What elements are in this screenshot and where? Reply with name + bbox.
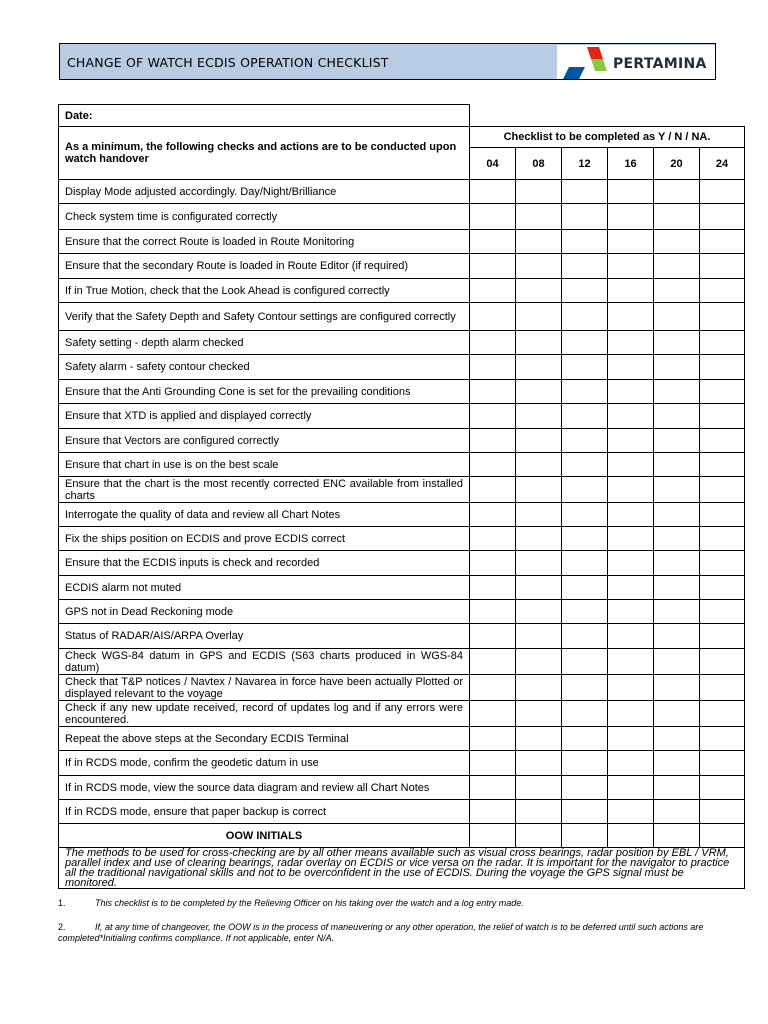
check-cell[interactable]	[700, 727, 745, 751]
check-cell[interactable]	[700, 180, 745, 204]
check-cell[interactable]	[700, 453, 745, 477]
initials-cell[interactable]	[470, 824, 516, 848]
checklist-row	[59, 279, 745, 303]
check-cell[interactable]	[562, 254, 608, 279]
check-cell[interactable]	[516, 331, 562, 355]
check-cell[interactable]	[654, 701, 700, 727]
footnote-text: This checklist is to be completed by the Relieving Officer on his taking over the watch and a log entry made.	[95, 898, 524, 908]
checklist-item-text: Check that T&P notices / Navtex / Navarea in force have been actually Plotted or displayed relevant to the voyage	[59, 675, 470, 701]
check-cell[interactable]	[608, 404, 654, 429]
pertamina-logo-icon	[557, 45, 613, 79]
hour-header: 16	[608, 148, 654, 180]
initials-cell[interactable]	[608, 824, 654, 848]
hour-header: 20	[654, 148, 700, 180]
check-cell[interactable]	[516, 230, 562, 254]
check-cell[interactable]	[608, 649, 654, 675]
check-cell[interactable]	[562, 776, 608, 800]
hour-header: 04	[470, 148, 516, 180]
check-cell[interactable]	[516, 477, 562, 503]
document-header	[59, 43, 716, 80]
checklist-row	[59, 404, 745, 429]
date-field[interactable]	[59, 105, 470, 127]
initials-cell[interactable]	[700, 824, 745, 848]
check-cell[interactable]	[654, 527, 700, 551]
check-cell[interactable]	[516, 279, 562, 303]
checklist-title: Checklist to be completed as Y / N / NA.	[470, 127, 745, 148]
check-cell[interactable]	[470, 776, 516, 800]
check-cell[interactable]	[654, 551, 700, 576]
checklist-row	[59, 776, 745, 800]
check-cell[interactable]	[470, 624, 516, 649]
checklist-row	[59, 503, 745, 527]
check-cell[interactable]	[654, 800, 700, 824]
check-cell[interactable]	[470, 279, 516, 303]
check-cell[interactable]	[654, 453, 700, 477]
check-cell[interactable]	[562, 527, 608, 551]
check-cell[interactable]	[654, 331, 700, 355]
check-cell[interactable]	[562, 751, 608, 776]
checklist-item-text: Ensure that the chart is the most recently corrected ENC available from installed charts	[59, 477, 470, 503]
footnote-number: 1.	[58, 898, 66, 908]
check-cell[interactable]	[700, 429, 745, 453]
checklist-row	[59, 429, 745, 453]
checklist-item-text: Ensure that the ECDIS inputs is check and recorded	[59, 551, 470, 576]
checklist-item-text: If in True Motion, check that the Look Ahead is configured correctly	[59, 279, 470, 303]
pertamina-brand-text: PERTAMINA	[613, 56, 707, 72]
check-cell[interactable]	[700, 551, 745, 576]
check-cell[interactable]	[562, 380, 608, 404]
check-cell[interactable]	[516, 776, 562, 800]
check-cell[interactable]	[608, 380, 654, 404]
check-cell[interactable]	[654, 727, 700, 751]
check-cell[interactable]	[608, 551, 654, 576]
checklist-row	[59, 331, 745, 355]
check-cell[interactable]	[654, 204, 700, 230]
check-cell[interactable]	[608, 701, 654, 727]
check-cell[interactable]	[700, 675, 745, 701]
hour-header: 12	[562, 148, 608, 180]
check-cell[interactable]	[562, 180, 608, 204]
check-cell[interactable]	[562, 453, 608, 477]
check-cell[interactable]	[470, 727, 516, 751]
check-cell[interactable]	[608, 503, 654, 527]
check-cell[interactable]	[470, 551, 516, 576]
checklist-row	[59, 727, 745, 751]
check-cell[interactable]	[516, 576, 562, 600]
check-cell[interactable]	[654, 675, 700, 701]
checklist-item-text: Ensure that XTD is applied and displayed correctly	[59, 404, 470, 429]
check-cell[interactable]	[562, 204, 608, 230]
check-cell[interactable]	[470, 303, 516, 331]
method-note-row	[59, 848, 745, 889]
checklist-table	[58, 104, 745, 889]
checklist-row	[59, 675, 745, 701]
checklist-item-text: Repeat the above steps at the Secondary ECDIS Terminal	[59, 727, 470, 751]
check-cell[interactable]	[608, 355, 654, 380]
check-cell[interactable]	[654, 576, 700, 600]
check-cell[interactable]	[608, 279, 654, 303]
check-cell[interactable]	[654, 254, 700, 279]
checklist-row	[59, 551, 745, 576]
check-cell[interactable]	[516, 429, 562, 453]
checklist-row	[59, 355, 745, 380]
check-cell[interactable]	[654, 404, 700, 429]
checklist-item-text: Check system time is configurated correctly	[59, 204, 470, 230]
check-cell[interactable]	[470, 503, 516, 527]
check-cell[interactable]	[654, 180, 700, 204]
check-cell[interactable]	[608, 453, 654, 477]
check-cell[interactable]	[516, 453, 562, 477]
check-cell[interactable]	[608, 600, 654, 624]
check-cell[interactable]	[700, 776, 745, 800]
check-cell[interactable]	[562, 701, 608, 727]
check-cell[interactable]	[654, 230, 700, 254]
check-cell[interactable]	[700, 254, 745, 279]
check-cell[interactable]	[470, 180, 516, 204]
footnote-text: If, at any time of changeover, the OOW is in the process of maneuvering or any other operation, the relief of watch is to be deferred until such actions are completed*Initialing confirms compliance. If not applicable, enter N/A.	[58, 922, 704, 943]
initials-cell[interactable]	[654, 824, 700, 848]
check-cell[interactable]	[516, 551, 562, 576]
check-cell[interactable]	[470, 230, 516, 254]
check-cell[interactable]	[654, 503, 700, 527]
oow-initials-label: OOW INITIALS	[59, 824, 470, 848]
check-cell[interactable]	[470, 477, 516, 503]
check-cell[interactable]	[516, 355, 562, 380]
check-cell[interactable]	[516, 254, 562, 279]
footnote-1	[58, 898, 722, 909]
check-cell[interactable]	[470, 576, 516, 600]
checklist-row	[59, 527, 745, 551]
check-cell[interactable]	[700, 355, 745, 380]
checklist-row	[59, 751, 745, 776]
check-cell[interactable]	[608, 303, 654, 331]
checklist-item-text: Fix the ships position on ECDIS and prove ECDIS correct	[59, 527, 470, 551]
intro-text: As a minimum, the following checks and actions are to be conducted upon watch handover	[59, 127, 470, 180]
check-cell[interactable]	[608, 180, 654, 204]
hour-header: 08	[516, 148, 562, 180]
check-cell[interactable]	[608, 254, 654, 279]
check-cell[interactable]	[562, 800, 608, 824]
initials-row	[59, 824, 745, 848]
check-cell[interactable]	[700, 527, 745, 551]
check-cell[interactable]	[700, 576, 745, 600]
checklist-row	[59, 701, 745, 727]
check-cell[interactable]	[608, 751, 654, 776]
check-cell[interactable]	[700, 800, 745, 824]
checklist-row	[59, 180, 745, 204]
check-cell[interactable]	[654, 477, 700, 503]
check-cell[interactable]	[470, 675, 516, 701]
check-cell[interactable]	[654, 751, 700, 776]
check-cell[interactable]	[562, 624, 608, 649]
check-cell[interactable]	[562, 649, 608, 675]
checklist-row	[59, 380, 745, 404]
checklist-item-text: Ensure that Vectors are configured correctly	[59, 429, 470, 453]
check-cell[interactable]	[608, 576, 654, 600]
check-cell[interactable]	[470, 527, 516, 551]
check-cell[interactable]	[470, 751, 516, 776]
check-cell[interactable]	[654, 776, 700, 800]
pertamina-logo	[557, 45, 715, 79]
check-cell[interactable]	[654, 624, 700, 649]
checklist-item-text: If in RCDS mode, confirm the geodetic datum in use	[59, 751, 470, 776]
check-cell[interactable]	[562, 477, 608, 503]
check-cell[interactable]	[562, 404, 608, 429]
check-cell[interactable]	[608, 429, 654, 453]
check-cell[interactable]	[654, 279, 700, 303]
check-cell[interactable]	[516, 649, 562, 675]
check-cell[interactable]	[470, 254, 516, 279]
check-cell[interactable]	[562, 503, 608, 527]
check-cell[interactable]	[516, 180, 562, 204]
check-cell[interactable]	[700, 701, 745, 727]
check-cell[interactable]	[470, 404, 516, 429]
initials-cell[interactable]	[516, 824, 562, 848]
check-cell[interactable]	[562, 279, 608, 303]
check-cell[interactable]	[700, 649, 745, 675]
check-cell[interactable]	[470, 355, 516, 380]
check-cell[interactable]	[608, 675, 654, 701]
method-note: The methods to be used for cross-checking are by all other means available such as visual cross bearings, radar position by EBL / VRM, parallel index and use of clearing bearings, radar overlay on ECDIS or vice versa on the radar. It is important for the navigator to practice all the traditional navigational skills and not to be overconfident in the use of ECDIS. During the voyage the GPS signal must be monitored.	[59, 848, 745, 889]
checklist-item-text: If in RCDS mode, ensure that paper backup is correct	[59, 800, 470, 824]
checklist-item-text: ECDIS alarm not muted	[59, 576, 470, 600]
check-cell[interactable]	[516, 404, 562, 429]
checklist-row	[59, 477, 745, 503]
check-cell[interactable]	[562, 331, 608, 355]
check-cell[interactable]	[562, 355, 608, 380]
check-cell[interactable]	[470, 600, 516, 624]
checklist-row	[59, 649, 745, 675]
check-cell[interactable]	[516, 380, 562, 404]
check-cell[interactable]	[700, 477, 745, 503]
initials-cell[interactable]	[562, 824, 608, 848]
check-cell[interactable]	[700, 503, 745, 527]
check-cell[interactable]	[562, 429, 608, 453]
check-cell[interactable]	[562, 727, 608, 751]
checklist-row	[59, 800, 745, 824]
check-cell[interactable]	[700, 624, 745, 649]
check-cell[interactable]	[516, 727, 562, 751]
check-cell[interactable]	[700, 751, 745, 776]
check-cell[interactable]	[516, 800, 562, 824]
checklist-item-text: Interrogate the quality of data and review all Chart Notes	[59, 503, 470, 527]
check-cell[interactable]	[470, 701, 516, 727]
check-cell[interactable]	[562, 600, 608, 624]
document-title: CHANGE OF WATCH ECDIS OPERATION CHECKLIST	[67, 55, 389, 70]
check-cell[interactable]	[608, 527, 654, 551]
check-cell[interactable]	[700, 303, 745, 331]
check-cell[interactable]	[470, 204, 516, 230]
checklist-row	[59, 453, 745, 477]
check-cell[interactable]	[470, 800, 516, 824]
check-cell[interactable]	[516, 675, 562, 701]
checklist-item-text: Ensure that the secondary Route is loaded in Route Editor (if required)	[59, 254, 470, 279]
checklist-row	[59, 576, 745, 600]
checklist-row	[59, 303, 745, 331]
hour-header: 24	[700, 148, 745, 180]
checklist-row	[59, 204, 745, 230]
footnote-2	[58, 922, 722, 944]
check-cell[interactable]	[470, 380, 516, 404]
checklist-item-text: Ensure that chart in use is on the best scale	[59, 453, 470, 477]
check-cell[interactable]	[700, 404, 745, 429]
check-cell[interactable]	[654, 355, 700, 380]
checklist-item-text: Verify that the Safety Depth and Safety Contour settings are configured correctly	[59, 303, 470, 331]
checklist-item-text: Status of RADAR/AIS/ARPA Overlay	[59, 624, 470, 649]
check-cell[interactable]	[608, 204, 654, 230]
check-cell[interactable]	[516, 751, 562, 776]
date-label: Date:	[65, 109, 93, 122]
check-cell[interactable]	[562, 230, 608, 254]
checklist-row	[59, 624, 745, 649]
check-cell[interactable]	[700, 230, 745, 254]
check-cell[interactable]	[470, 453, 516, 477]
check-cell[interactable]	[608, 727, 654, 751]
check-cell[interactable]	[700, 600, 745, 624]
check-cell[interactable]	[654, 303, 700, 331]
checklist-item-text: Check if any new update received, record of updates log and if any errors were encountered.	[59, 701, 470, 727]
check-cell[interactable]	[516, 701, 562, 727]
check-cell[interactable]	[516, 527, 562, 551]
check-cell[interactable]	[562, 576, 608, 600]
check-cell[interactable]	[470, 331, 516, 355]
checklist-item-text: Safety setting - depth alarm checked	[59, 331, 470, 355]
checklist-row	[59, 254, 745, 279]
check-cell[interactable]	[654, 649, 700, 675]
check-cell[interactable]	[608, 230, 654, 254]
check-cell[interactable]	[516, 204, 562, 230]
check-cell[interactable]	[516, 624, 562, 649]
footnote-number: 2.	[58, 922, 66, 932]
check-cell[interactable]	[608, 477, 654, 503]
check-cell[interactable]	[700, 279, 745, 303]
check-cell[interactable]	[654, 380, 700, 404]
check-cell[interactable]	[654, 429, 700, 453]
check-cell[interactable]	[700, 331, 745, 355]
checklist-item-text: Safety alarm - safety contour checked	[59, 355, 470, 380]
checklist-row	[59, 600, 745, 624]
check-cell[interactable]	[654, 600, 700, 624]
check-cell[interactable]	[516, 303, 562, 331]
check-cell[interactable]	[470, 649, 516, 675]
check-cell[interactable]	[562, 675, 608, 701]
checklist-row	[59, 230, 745, 254]
checklist-item-text: Display Mode adjusted accordingly. Day/Night/Brilliance	[59, 180, 470, 204]
check-cell[interactable]	[700, 380, 745, 404]
checklist-item-text: Ensure that the Anti Grounding Cone is set for the prevailing conditions	[59, 380, 470, 404]
check-cell[interactable]	[562, 551, 608, 576]
check-cell[interactable]	[608, 331, 654, 355]
checklist-item-text: Check WGS-84 datum in GPS and ECDIS (S63 charts produced in WGS-84 datum)	[59, 649, 470, 675]
checklist-item-text: GPS not in Dead Reckoning mode	[59, 600, 470, 624]
header-spacer	[470, 105, 745, 127]
check-cell[interactable]	[700, 204, 745, 230]
checklist-item-text: If in RCDS mode, view the source data diagram and review all Chart Notes	[59, 776, 470, 800]
check-cell[interactable]	[562, 303, 608, 331]
check-cell[interactable]	[516, 600, 562, 624]
check-cell[interactable]	[608, 800, 654, 824]
check-cell[interactable]	[516, 503, 562, 527]
check-cell[interactable]	[608, 624, 654, 649]
check-cell[interactable]	[470, 429, 516, 453]
checklist-item-text: Ensure that the correct Route is loaded in Route Monitoring	[59, 230, 470, 254]
check-cell[interactable]	[608, 776, 654, 800]
